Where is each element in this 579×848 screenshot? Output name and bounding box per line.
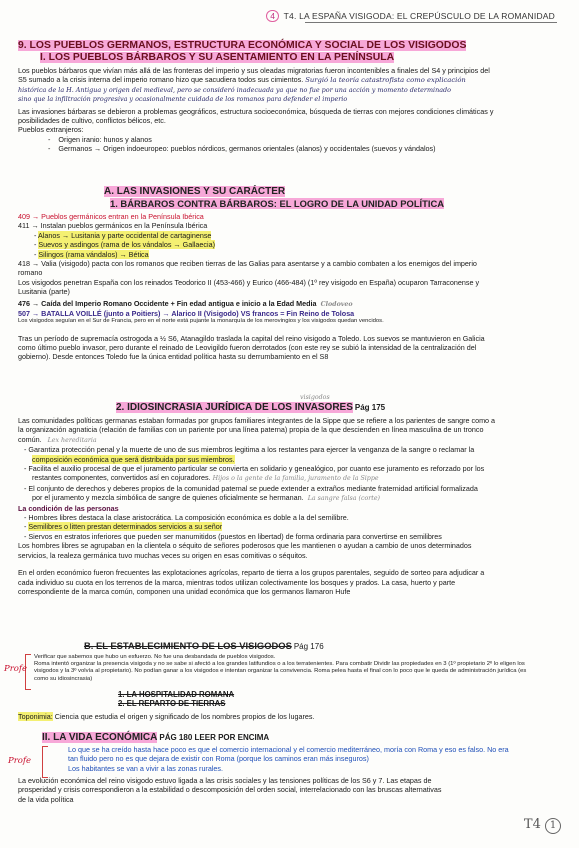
- toponimia: [18, 712, 562, 721]
- page-number-circle: 4: [266, 10, 279, 22]
- section-a-body: [18, 212, 562, 362]
- section-a-subtitle: 1. BÁRBAROS CONTRA BÁRBAROS: EL LOGRO DE LA UNIDAD POLÍTICA: [110, 198, 445, 209]
- section-b-heading: [84, 641, 579, 651]
- sII-note-1a: Lo que se ha creído hasta hace poco es que el comercio internacional y el comercio mediterráneo, moría con Roma y eso es falso. No era: [68, 745, 509, 754]
- section-9-title: 9. LOS PUEBLOS GERMANOS, ESTRUCTURA ECONÓMICA Y SOCIAL DE LOS VISIGODOS: [18, 40, 467, 51]
- section-ii-body: [18, 776, 562, 804]
- s1-paragraph-1b: S5 sumado a la crisis interna del imperio romano hizo que sacudiera todos sus cimientos.: [18, 75, 304, 85]
- sII-paragraph-c: de la vida política: [18, 794, 74, 804]
- line-409: 409 → Pueblos germánicos entran en la Península Ibérica: [18, 212, 204, 221]
- s2-cond-1: - Hombres libres destaca la clase aristocrática. La composición económica es doble a la del semilibre.: [24, 513, 349, 523]
- section-ii-title: II. LA VIDA ECONÓMICA: [42, 732, 158, 743]
- section-ii-page: PÁG 180 LEER POR ENCIMA: [159, 733, 270, 742]
- sB-note-1: Verificar que sabemos que hubo un esfuerzo. No fue una desbandada de pueblos visigodos.: [34, 654, 276, 660]
- section-a-title: A. LAS INVASIONES Y SU CARÁCTER: [104, 186, 286, 197]
- s2-bullet-2: - Facilita el auxilio procesal de que el juramento particular se convierta en solidario y genealógico, por cuanto ese juramento es reforzado por los: [24, 464, 485, 474]
- section-2-heading: [116, 402, 579, 413]
- header-rule: [305, 22, 557, 23]
- s1-paragraph-1a: Los pueblos bárbaros que vivían más allá de las fronteras del imperio y sus oleadas migratorias fueron incontenibles a finales del S4 y principios del: [18, 66, 490, 75]
- sII-note-2: Los habitantes se van a vivir a las zonas rurales.: [68, 763, 224, 773]
- sB-note-4: como su idiosincrasia): [34, 675, 93, 682]
- s2-paragraph-3c: correspondiente de la marca común, componen una unidad económica que los germanos llamaron Hufe: [18, 586, 351, 596]
- toponimia-label: Toponimia:: [18, 712, 53, 721]
- s2-paragraph-3a: En el orden económico fueron frecuentes las explotaciones agrícolas, reparto de tierra a los grupos parentales, seguido de sorteo para adjudicar a: [18, 568, 485, 578]
- sA-paragraph-a: Tras un período de supremacía ostrogoda a ½ S6, Atanagildo traslada la capital del reino visigodo a Toledo. Los suevos se mantuvieron en Galicia: [18, 333, 485, 343]
- sII-paragraph-a: La evolución económica del reino visigodo estuvo ligada a las crisis sociales y las tensiones políticas de los S6 y 7. Las etapas de: [18, 776, 432, 785]
- sB-note-3: visigodos y la 3º volvía al propietario). No podían ganar a los visigodos e intentan organizar la convivencia. Roma pelea hasta el final con lo poco que le queda de administración jurídica (es: [34, 668, 527, 675]
- s1-paragraph-2a: Las invasiones bárbaras se debieron a problemas geográficos, estructura socioeconómica, búsqueda de tierras con mejores condiciones climáticas y: [18, 106, 494, 116]
- section-b-list: [118, 690, 579, 709]
- page-header: [266, 10, 555, 22]
- s2-paragraph-2a: Los hombres libres se agrupaban en la clientela o séquito de señores poderosos que les mantienen o ayudan a cambio de unos determinados: [18, 541, 472, 551]
- line-418-cont: romano: [18, 268, 43, 278]
- line-411-c: - Silingos (rama vándalos) → Bética: [34, 249, 149, 259]
- section-ii-heading: [42, 732, 579, 743]
- section-ii-notes: [68, 745, 562, 773]
- sB-list-1: 1. LA HOSPITALIDAD ROMANA: [118, 690, 235, 699]
- section-a-heading: [104, 186, 579, 197]
- line-411: 411 → Instalan pueblos germánicos en la Península Ibérica: [18, 221, 208, 231]
- line-visigodos: Los visigodos penetran España con los reinados Teodorico II (453-466) y Eurico (466-484) (1º rey visigodo en España) ocuparon Tarraconense y: [18, 277, 480, 287]
- section-b-page: Pág 176: [293, 642, 324, 651]
- section-2-body: [18, 416, 562, 596]
- section-9-heading: [18, 40, 562, 51]
- section-b-body: [34, 654, 562, 683]
- sII-note-1b: tan fluido pero no es que dejara de existir con Roma (porque los caminos eran más inseguros): [68, 754, 369, 764]
- line-507-note: Los visigodos seguían en el Sur de Francia, pero en el norte está pujante la monarquía de los merovingios y los visigodos quedan vencidos.: [18, 318, 384, 325]
- sA-paragraph-c: gobierno). Desde entonces Toledo fue la única entidad política hasta su derrumbamiento en el S8: [18, 352, 329, 362]
- s2-bullet-3: - El conjunto de derechos y deberes propios de la comunidad paternal se puede extender a extraños mediante fraternidad artificial formalizada: [24, 483, 478, 493]
- section-2-title: 2. IDIOSINCRASIA JURÍDICA DE LOS INVASORES: [116, 402, 353, 413]
- s1-handwritten-note-3: sino que la infiltración progresiva y ocasionalmente cuidada de los romanos para defender el imperio: [18, 95, 348, 104]
- s1-handwritten-note-1: Surgió la teoría catastrofista como explicación: [305, 76, 466, 85]
- sA-paragraph-b: como último pueblo invasor, pero durante el reinado de Leovigildo fueron derrotados (con este rey se subió la intensidad de la centralización del: [18, 343, 477, 353]
- profe-label-b: Profe: [4, 664, 28, 674]
- s1-list-item-1: - Origen iranio: hunos y alanos: [48, 134, 152, 144]
- s2-paragraph-3b: cada individuo su cuota en los terrenos de la marca, mientras todos utilizan colectivamente los bosques y prados. La casa, huerto y parte: [18, 577, 456, 587]
- s2-handwritten-visigodos: visigodos: [300, 394, 330, 401]
- section-1-heading: [40, 52, 579, 63]
- profe-label-ii: Profe: [8, 756, 32, 766]
- sII-paragraph-b: prosperidad y crisis correspondieron a la estabilidad o descomposición del orden social, interrelacionado con las bruscas alternativas: [18, 785, 442, 795]
- handwritten-clodoveo: Clodoveo: [320, 300, 353, 308]
- s2-bullet-2-cont: restantes componentes, convertidos así en cojuradores. Hijos o la gente de la familia, juramento de la Sippe: [32, 473, 379, 483]
- s2-bullet-3-cont: por el juramento y mezcla simbólica de sangre de quienes oficialmente se hermanan. La sangre falsa (corte): [32, 493, 381, 503]
- footer-page-circle: 1: [545, 818, 561, 834]
- profe-bracket-ii: [42, 746, 48, 778]
- s2-paragraph-1b: la organización agnaticia (relación de familias con un pariente por una línea paterna) propia de la que descienden en línea masculina de un tronco: [18, 425, 484, 435]
- line-418: 418 → Valia (visigodo) pacta con los romanos que reciben tierras de las Galias para asentarse y a cambio combaten a los enemigos del imperio: [18, 259, 477, 269]
- s2-cond-2: - Semilibres o litten prestan determinados servicios a su señor: [24, 522, 223, 532]
- section-a-subheading: [110, 198, 579, 209]
- s2-paragraph-2b: servicios, la realeza germánica tuvo muchas veces su origen en esas comitivas o séquitos.: [18, 550, 308, 560]
- line-411-b: - Suevos y asdingos (rama de los vándalos → Gallaecia): [34, 240, 215, 250]
- s2-condicion-heading: La condición de las personas: [18, 503, 119, 513]
- s2-paragraph-1c: común. Lex hereditaria: [18, 434, 97, 444]
- s2-paragraph-1a: Las comunidades políticas germanas estaban formadas por grupos familiares integrantes de la Sippe que se refiere a los parientes de sangre como a: [18, 416, 496, 425]
- toponimia-def: Ciencia que estudia el origen y significado de los nombres propios de los lugares.: [52, 712, 315, 721]
- s2-bullet-1: - Garantiza protección penal y la muerte de uno de sus miembros legitima a los restantes para ejercer la venganza de la sangre o reclamar la: [24, 445, 475, 455]
- s2-cond-3: - Siervos en estratos inferiores que pueden ser manumitidos (puestos en libertad) de forma ordinaria para convertirse en semilibres: [24, 531, 442, 541]
- section-b-title: B. EL ESTABLECIMIENTO DE LOS VISIGODOS: [84, 640, 292, 651]
- s1-list-item-2: - Germanos → Origen indoeuropeo: pueblos nórdicos, germanos orientales (alanos) y occidentales (suevos y vándalos): [48, 144, 436, 154]
- section-1-body: [18, 66, 562, 154]
- sB-note-2: Roma intentó organizar la presencia visigoda y no se sabe si afectó a los grandes latifundios o a los terratenientes. Para combatir Dividir las propiedades en 3 (1º propietario 2º lo eligen los: [34, 661, 525, 668]
- line-476: 476 → Caída del Imperio Romano Occidente + Fin edad antigua e inicio a la Edad Media Clodoveo: [18, 298, 353, 308]
- section-2-page: Pág 175: [354, 403, 386, 412]
- line-507: 507 → BATALLA VOILLÉ (junto a Poitiers) → Alarico II (Visigodo) VS francos = Fin Reino de Tolosa: [18, 309, 355, 319]
- sB-list-2: 2. EL REPARTO DE TIERRAS: [118, 699, 226, 709]
- footer-mark: T4 1: [524, 817, 561, 834]
- header-title: T4. LA ESPAÑA VISIGODA: EL CREPÚSCULO DE LA ROMANIDAD: [283, 11, 555, 21]
- section-1-title: I. LOS PUEBLOS BÁRBAROS Y SU ASENTAMIENTO EN LA PENÍNSULA: [40, 52, 395, 63]
- s2-bullet-1-cont: composición económica que será distribuida por sus miembros.: [32, 454, 235, 464]
- s1-handwritten-note-2: histórica de la H. Antigua y origen del medieval, pero se consideró inadecuada ya que no fue por una acción y momento determinado: [18, 85, 451, 94]
- s1-paragraph-2b: posibilidades de cultivo, conflictos bélicos, etc.: [18, 116, 166, 126]
- s1-paragraph-3: Pueblos extranjeros:: [18, 125, 84, 135]
- line-visigodos-cont: Lusitania (parte): [18, 287, 70, 297]
- line-411-a: - Alanos → Lusitania y parte occidental de cartaginense: [34, 230, 212, 240]
